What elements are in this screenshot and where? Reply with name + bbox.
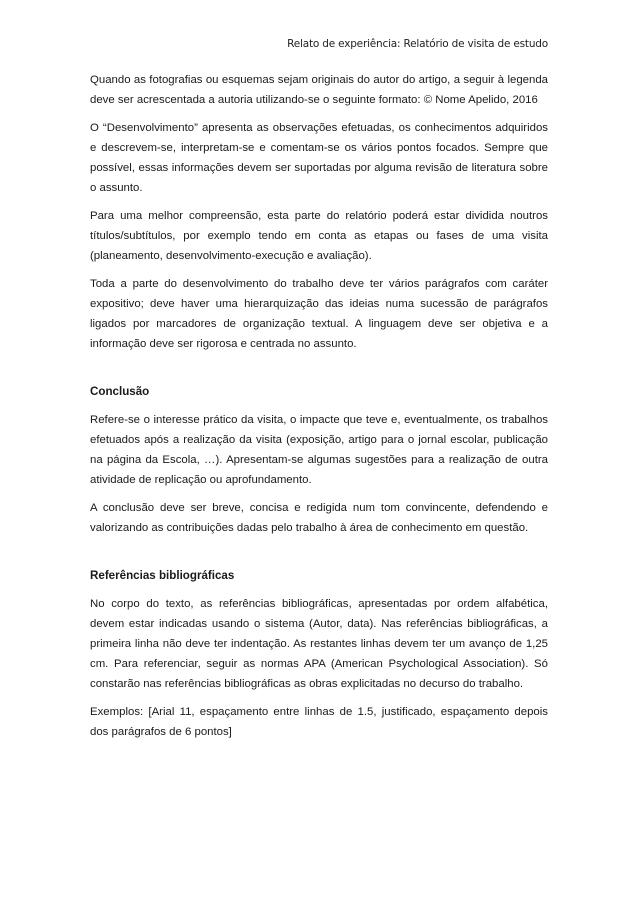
heading-references: Referências bibliográficas (90, 569, 235, 582)
running-header: Relato de experiência: Relatório de visita de estudo (287, 38, 548, 50)
document-body (90, 70, 548, 750)
paragraph-conclusion-brevity: A conclusão deve ser breve, concisa e redigida num tom convincente, defendendo e valorizando as contribuições dadas pelo trabalho à área de conhecimento em questão. (90, 502, 548, 534)
section-spacer (90, 362, 548, 382)
paragraph-development-intro: O “Desenvolvimento” apresenta as observações efetuadas, os conhecimentos adquiridos e descrevem-se, interpretam-se e comentam-se os vários pontos focados. Sempre que possível, essas informações devem ser suportadas por alguma revisão de literatura sobre o assunto. (90, 122, 548, 194)
paragraph-development-structure: Para uma melhor compreensão, esta parte do relatório poderá estar dividida noutros títulos/subtítulos, por exemplo tendo em conta as etapas ou fases de uma visita (planeamento, desenvolvimento-execução e avaliação). (90, 210, 548, 262)
paragraph-references-examples: Exemplos: [Arial 11, espaçamento entre linhas de 1.5, justificado, espaçamento depois dos parágrafos de 6 pontos] (90, 706, 548, 738)
paragraph-photo-credit: Quando as fotografias ou esquemas sejam originais do autor do artigo, a seguir à legenda deve ser acrescentada a autoria utilizando-se o seguinte formato: © Nome Apelido, 2016 (90, 74, 548, 106)
paragraph-development-style: Toda a parte do desenvolvimento do trabalho deve ter vários parágrafos com caráter expositivo; deve haver uma hierarquização das ideias numa sucessão de parágrafos ligados por marcadores de organização textual. A linguagem deve ser objetiva e a informação deve ser rigorosa e centrada no assunto. (90, 278, 548, 350)
paragraph-references-rules: No corpo do texto, as referências bibliográficas, apresentadas por ordem alfabética, devem estar indicadas usando o sistema (Autor, data). Nas referências bibliográficas, a primeira linha não deve ter indentação. As restantes linhas devem ter um avanço de 1,25 cm. Para referenciar, seguir as normas APA (American Psychological Association). Só constarão nas referências bibliográficas as obras explicitadas no decurso do trabalho. (90, 598, 548, 690)
paragraph-conclusion-interest: Refere-se o interesse prático da visita, o impacte que teve e, eventualmente, os trabalhos efetuados após a realização da visita (exposição, artigo para o jornal escolar, publicação na página da Escola, …). Apresentam-se algumas sugestões para a realização de outra atividade de replicação ou aprofundamento. (90, 414, 548, 486)
section-spacer (90, 546, 548, 566)
heading-conclusion: Conclusão (90, 385, 150, 398)
